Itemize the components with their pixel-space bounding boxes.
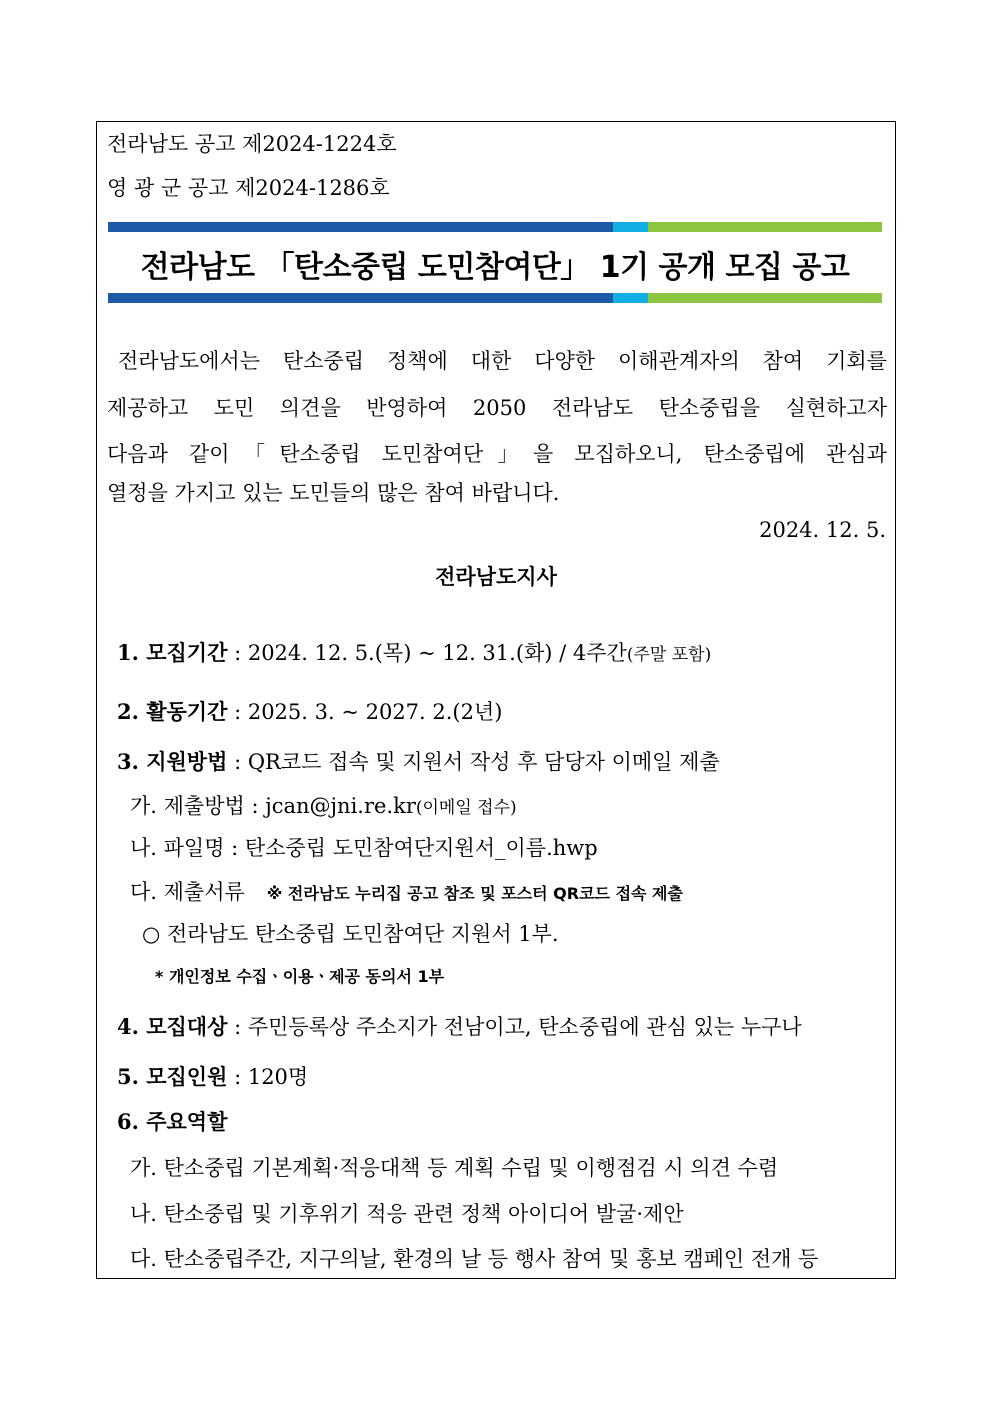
intro-line-3: 다음과 같이「탄소중립 도민참여단」을 모집하오니, 탄소중립에 관심과 (107, 442, 887, 466)
signer: 전라남도지사 (435, 564, 557, 589)
notice-number-province: 전라남도 공고 제2024-1224호 (107, 132, 397, 156)
item-recruit-count (117, 1061, 308, 1091)
role-b: 나. 탄소중립 및 기후위기 적응 관련 정책 아이디어 발굴·제안 (130, 1202, 684, 1226)
contact-email[interactable]: jcan@jni.re.kr (265, 794, 416, 818)
item-recruit-period (117, 637, 711, 667)
item-activity-period (117, 696, 502, 726)
item-separator: : (227, 1015, 248, 1039)
bar-segment-blue (108, 293, 613, 303)
sub-label: 다. 제출서류 (130, 880, 245, 904)
item-label: 6. 주요역할 (117, 1109, 228, 1134)
doc-privacy-consent: * 개인정보 수집ㆍ이용ㆍ제공 동의서 1부 (155, 967, 445, 986)
bar-segment-green (648, 222, 882, 232)
item-separator: : (227, 700, 248, 724)
sub-label: 가. 제출방법 : (130, 794, 266, 818)
sub-note: (이메일 접수) (415, 798, 517, 818)
intro-line-2: 제공하고 도민 의견을 반영하여 2050 전라남도 탄소중립을 실현하고자 (107, 396, 887, 420)
item-label: 5. 모집인원 (117, 1064, 228, 1089)
item-value: 주민등록상 주소지가 전남이고, 탄소중립에 관심 있는 누구나 (247, 1015, 802, 1039)
notice-date: 2024. 12. 5. (759, 518, 886, 542)
bar-segment-blue (108, 222, 613, 232)
doc-application-form: ○ 전라남도 탄소중립 도민참여단 지원서 1부. (142, 922, 559, 946)
role-a: 가. 탄소중립 기본계획·적응대책 등 계획 수립 및 이행점검 시 의견 수렴 (130, 1156, 779, 1180)
bar-segment-cyan (613, 222, 648, 232)
item-label: 1. 모집기간 (117, 640, 228, 665)
reference-note: ※ 전라남도 누리집 공고 참조 및 포스터 QR코드 접속 제출 (266, 884, 683, 903)
bar-segment-cyan (613, 293, 648, 303)
role-c: 다. 탄소중립주간, 지구의날, 환경의 날 등 행사 참여 및 홍보 캠페인 전개 등 (130, 1247, 819, 1271)
title-bar-top (108, 222, 882, 232)
intro-line-1: 전라남도에서는 탄소중립 정책에 대한 다양한 이해관계자의 참여 기회를 (118, 349, 887, 373)
item-value: QR코드 접속 및 지원서 작성 후 담당자 이메일 제출 (247, 750, 720, 774)
item-label: 3. 지원방법 (117, 749, 228, 774)
item-main-roles (117, 1106, 227, 1136)
item-separator: : (227, 750, 248, 774)
sub-file-name: 나. 파일명 : 탄소중립 도민참여단지원서_이름.hwp (130, 836, 598, 860)
item-apply-method (117, 746, 720, 776)
bar-segment-green (648, 293, 882, 303)
item-label: 4. 모집대상 (117, 1014, 228, 1039)
item-value: 2024. 12. 5.(목) ~ 12. 31.(화) / 4주간 (247, 641, 627, 665)
item-separator: : (227, 641, 248, 665)
title-bar-bottom (108, 293, 882, 303)
item-note: (주말 포함) (626, 645, 712, 665)
item-recruit-target (117, 1011, 802, 1041)
item-separator: : (227, 1065, 248, 1089)
item-label: 2. 활동기간 (117, 699, 228, 724)
item-value: 120명 (247, 1065, 309, 1089)
notice-number-county: 영 광 군 공고 제2024-1286호 (107, 176, 390, 200)
item-value: 2025. 3. ~ 2027. 2.(2년) (247, 700, 503, 724)
intro-line-4: 열정을 가지고 있는 도민들의 많은 참여 바랍니다. (107, 481, 560, 505)
page-title: 전라남도 「탄소중립 도민참여단」 1기 공개 모집 공고 (140, 250, 850, 285)
sub-submit-documents (130, 876, 683, 906)
sub-submit-method (130, 790, 517, 820)
